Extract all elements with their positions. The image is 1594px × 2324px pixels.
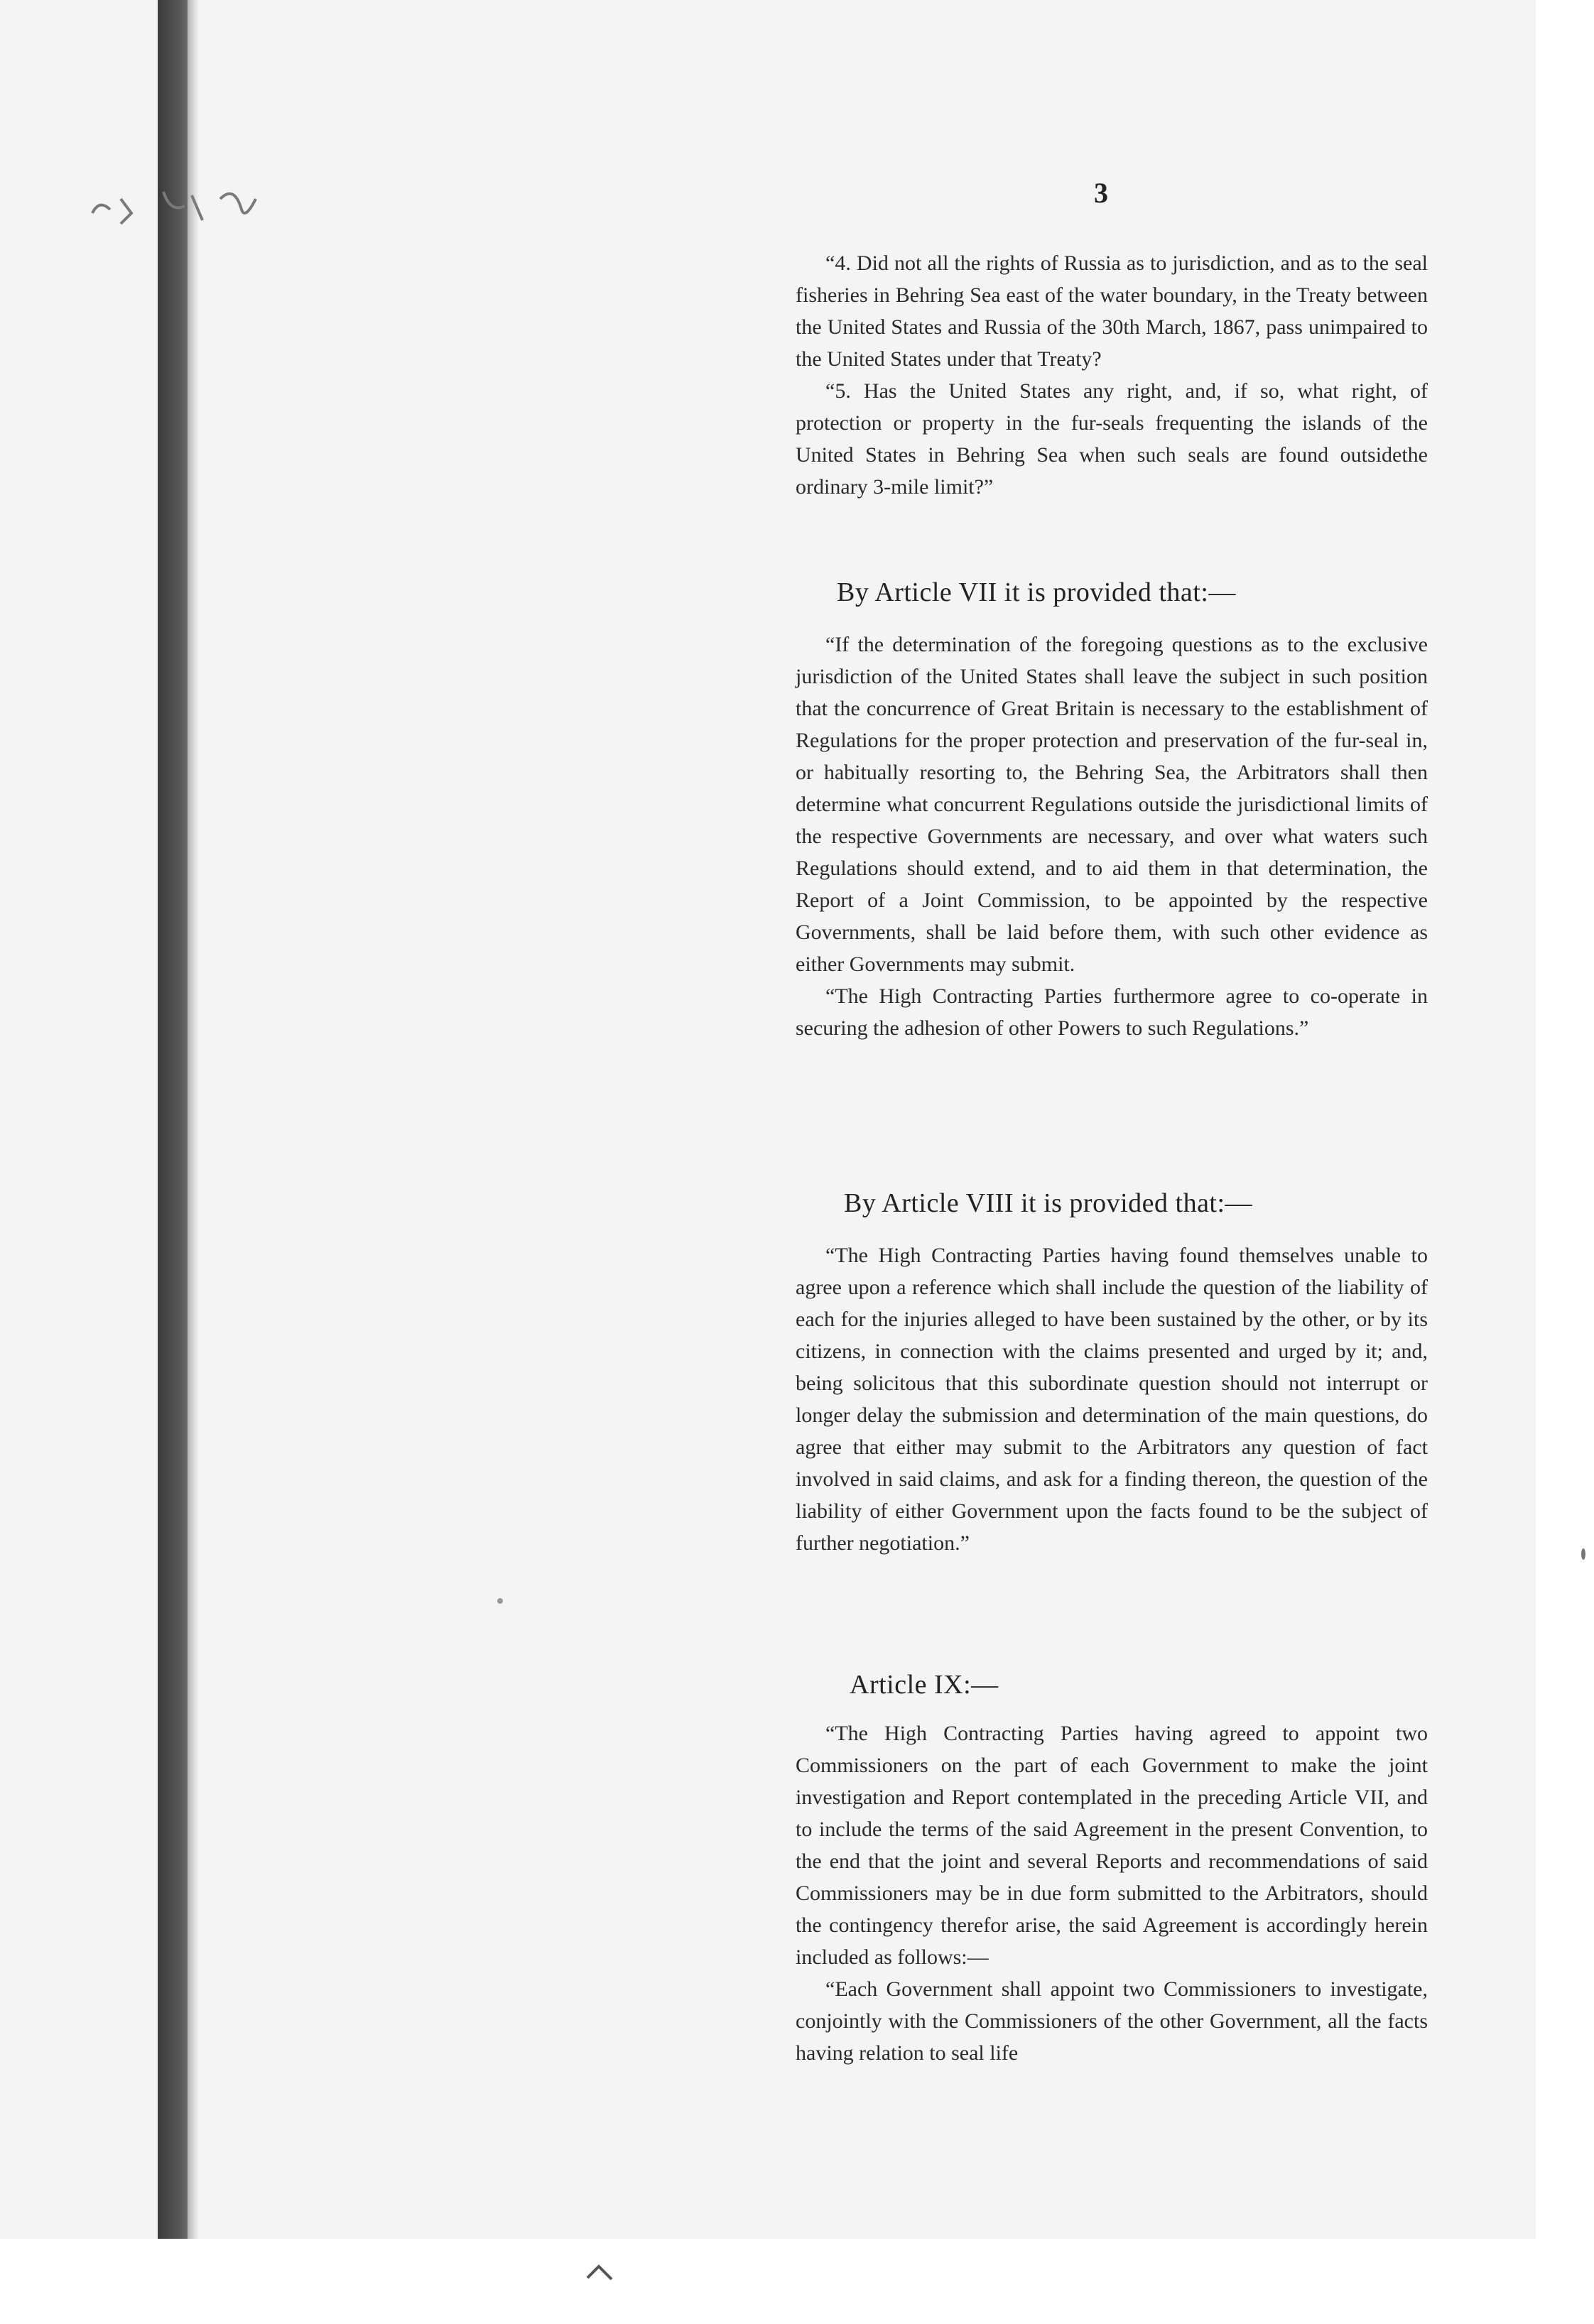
book-spine-shadow bbox=[158, 0, 188, 2324]
article-9-block bbox=[796, 1717, 1428, 2069]
article-7-heading: By Article VII it is provided that:— bbox=[837, 577, 1236, 607]
bottom-mark bbox=[586, 2262, 614, 2284]
scan-margin-right bbox=[1536, 0, 1594, 2324]
speck bbox=[497, 1598, 503, 1604]
bleed-through-marks bbox=[78, 170, 284, 234]
article-9-paragraph: “Each Government shall appoint two Commissioners to investigate, conjointly with the Commissioners of the other Government, all the facts having relation to seal life bbox=[796, 1977, 1428, 2065]
scan-margin-bottom bbox=[0, 2239, 1594, 2324]
question-5-paragraph: “5. Has the United States any right, and, if so, what right, of protection or property in the fur-seals frequenting the islands of the United States in Behring Sea when such seals are found outsidethe ordinary 3-mile limit?” bbox=[796, 379, 1428, 499]
article-7-paragraph: “If the determination of the foregoing questions as to the exclusive jurisdiction of the United States shall leave the subject in such position that the concurrence of Great Britain is necessary to the establishment of Regulations for the proper protection and preservation of the fur-seal in, or habitually resorting to, the Behring Sea, the Arbitrators shall then determine what concurrent Regulations outside the jurisdictional limits of the respective Governments are necessary, and over what waters such Regulations should extend, and to aid them in that determination, the Report of a Joint Commission, to be appointed by the respective Governments, shall be laid before them, with such other evidence as either Governments may submit. bbox=[796, 633, 1428, 976]
article-8-block bbox=[796, 1239, 1428, 1559]
speck bbox=[1581, 1548, 1585, 1560]
article-9-heading: Article IX:— bbox=[850, 1670, 999, 1700]
article-8-heading: By Article VIII it is provided that:— bbox=[844, 1188, 1253, 1218]
article-9-paragraph: “The High Contracting Parties having agreed to appoint two Commissioners on the part of each Government to make the joint investigation and Report contemplated in the preceding Article VII, and to include the terms of the said Agreement in the present Convention, to the end that the joint and several Reports and recommendations of said Commissioners may be in due form submitted to the Arbitrators, should the contingency therefor arise, the said Agreement is accordingly herein included as follows:— bbox=[796, 1722, 1428, 1969]
article-7-paragraph: “The High Contracting Parties furthermore agree to co-operate in securing the adhesion of other Powers to such Regulations.” bbox=[796, 984, 1428, 1040]
question-4-paragraph: “4. Did not all the rights of Russia as to jurisdiction, and as to the seal fisheries in Behring Sea east of the water boundary, in the Treaty between the United States and Russia of the 30th March, 1867, pass unimpaired to the United States under that Treaty? bbox=[796, 251, 1428, 371]
article-7-block bbox=[796, 629, 1428, 1044]
questions-block bbox=[796, 247, 1428, 503]
page-number: 3 bbox=[1094, 177, 1108, 209]
gutter-shadow bbox=[188, 0, 199, 2324]
article-8-paragraph: “The High Contracting Parties having found themselves unable to agree upon a reference which shall include the question of the liability of each for the injuries alleged to have been sustained by the other, or by its citizens, in connection with the claims presented and urged by it; and, being solicitous that this subordinate question should not interrupt or longer delay the submission and determination of the main questions, do agree that either may submit to the Arbitrators any question of fact involved in said claims, and ask for a finding thereon, the question of the liability of either Government upon the facts found to be the subject of further negotiation.” bbox=[796, 1244, 1428, 1555]
